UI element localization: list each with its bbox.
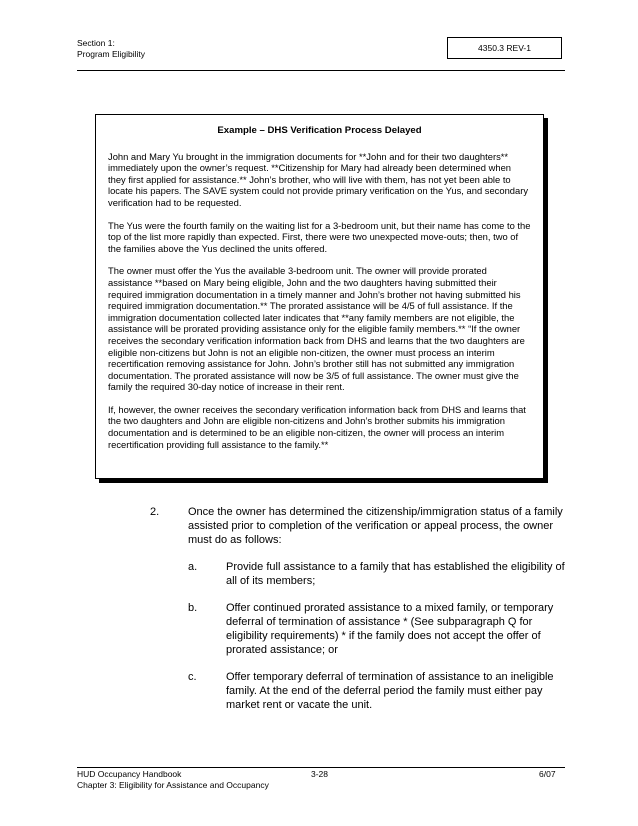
list-intro: Once the owner has determined the citizenship/immigration status of a family assisted prior to completion of the verification or appeal process, the owner must do as follows: [188, 506, 563, 546]
sub-item-text: Provide full assistance to a family that has established the eligibility of all of its members; [226, 561, 565, 587]
footer-chapter: Chapter 3: Eligibility for Assistance and Occupancy [77, 780, 269, 790]
header-divider [77, 70, 565, 71]
sub-item-text: Offer continued prorated assistance to a mixed family, or temporary deferral of termination of assistance * (See subparagraph Q for eligibility requirements) * if the family does not accept the offer of prorated assistance; or [226, 602, 554, 656]
example-paragraph: The Yus were the fourth family on the waiting list for a 3-bedroom unit, but their name has come to the top of the list more rapidly than expected. First, there were two unexpected move-outs; then, two of the families above the Yus declined the units offered. [108, 219, 531, 254]
footer-page-number: 3-28 [311, 769, 329, 779]
sub-item-text: Offer temporary deferral of termination of assistance to an ineligible family. At the end of the deferral period the family must either pay market rent or vacate the unit. [226, 671, 554, 711]
sub-item-letter: b. [188, 602, 198, 614]
document-number: 4350.3 REV-1 [478, 43, 531, 53]
document-number-box [447, 37, 562, 59]
section-number: Section 1: [77, 38, 115, 48]
example-title: Example – DHS Verification Process Delayed [217, 125, 422, 136]
example-paragraph: If, however, the owner receives the secondary verification information back from DHS and learns that the two daughters and John are eligible non-citizens and John’s brother submits his immigration documentation and is determined to be an eligible non-citizen, the owner will process an interim recertification providing full assistance to the family.** [108, 403, 526, 450]
list-item-main [150, 505, 570, 547]
list-sub-item [188, 560, 570, 588]
footer-date: 6/07 [539, 769, 556, 779]
example-paragraph: The owner must offer the Yus the available 3-bedroom unit. The owner will provide prorated assistance **based on Mary being eligible, John and the two daughters having submitted their required immigration documentation in a timely manner and John’s brother not having submitted his required immigration documentation.** The prorated assistance will be 4/5 of full assistance. If the immigration documentation collected later indicates that **any family members are not eligible, the assistance will be prorated providing assistance only for the eligible family members.** “If the owner receives the secondary verification information back from DHS and learns that the two daughters are eligible non-citizens but John is not an eligible non-citizen, the owner must process an interim recertification removing assistance for John. John’s brother still has not submitted any immigration documentation. The prorated assistance will now be 3/5 of full assistance. The owner must give the family the required 30-day notice of increase in their rent. [108, 265, 525, 393]
list-sub-item [188, 670, 570, 712]
sub-item-letter: c. [188, 671, 197, 683]
footer-divider [77, 767, 565, 768]
list-sub-item [188, 601, 570, 657]
header-section [77, 38, 145, 60]
example-box [95, 114, 544, 479]
example-paragraph: John and Mary Yu brought in the immigration documents for **John and for their two daughters** immediately upon the owner’s request. **Citizenship for Mary had already been determined when they first applied for assistance.** John’s brother, who will live with them, has not yet been able to locate his papers. The SAVE system could not provide primary verification on the Yus, and secondary verification had to be requested. [108, 150, 529, 208]
sub-item-letter: a. [188, 561, 198, 573]
section-title: Program Eligibility [77, 49, 146, 59]
footer-left [77, 769, 269, 791]
numbered-list [150, 505, 570, 725]
list-number: 2. [150, 506, 160, 518]
footer-handbook: HUD Occupancy Handbook [77, 769, 182, 779]
